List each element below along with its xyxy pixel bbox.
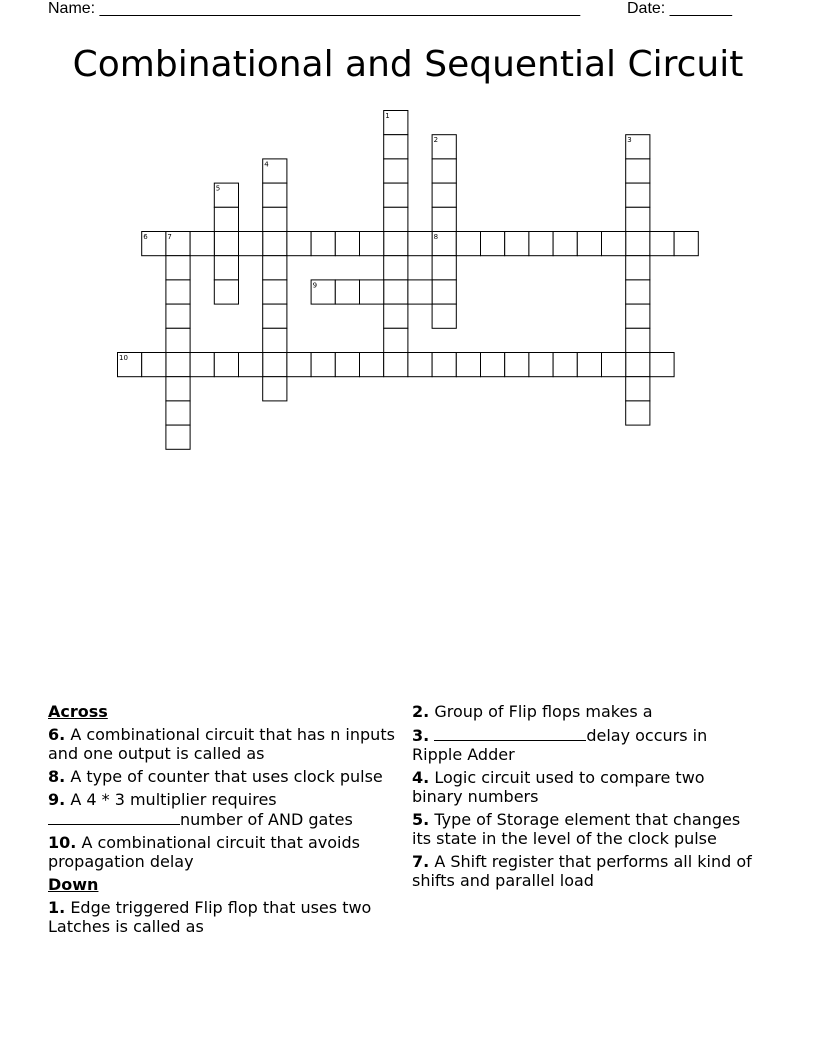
grid-cell[interactable] (650, 232, 674, 256)
grid-cell[interactable] (626, 377, 650, 401)
grid-cell[interactable] (166, 425, 190, 449)
grid-cell[interactable] (335, 353, 359, 377)
date-label: Date: (627, 0, 666, 17)
grid-cell[interactable] (239, 232, 263, 256)
grid-cell[interactable] (432, 183, 456, 207)
clues-left-column (48, 702, 398, 940)
clue-across-10 (48, 833, 398, 871)
grid-cell[interactable] (626, 328, 650, 352)
clue-number: 10. (48, 833, 77, 852)
clue-down-1 (48, 898, 398, 936)
name-label: Name: (48, 0, 96, 17)
answer-blank (48, 809, 180, 825)
clue-text: A 4 * 3 multiplier requires (70, 790, 277, 809)
grid-cell[interactable] (263, 232, 287, 256)
grid-cell[interactable] (602, 353, 626, 377)
grid-cell[interactable] (456, 353, 480, 377)
clue-number: 6. (48, 725, 66, 744)
grid-cell[interactable] (384, 232, 408, 256)
grid-cell[interactable] (481, 232, 505, 256)
clue-number-label: 8 (433, 233, 439, 241)
clue-number: 3. (412, 726, 430, 745)
grid-cell[interactable] (384, 304, 408, 328)
clue-number-label: 1 (385, 112, 390, 120)
clue-across-9 (48, 790, 398, 829)
grid-cell[interactable] (529, 232, 553, 256)
grid-cell[interactable] (263, 256, 287, 280)
grid-cell[interactable] (384, 353, 408, 377)
grid-cell[interactable] (335, 280, 359, 304)
grid-cell[interactable] (263, 207, 287, 231)
grid-cell[interactable] (626, 159, 650, 183)
grid-cell[interactable] (384, 280, 408, 304)
clue-text: delay occurs in Ripple Adder (412, 726, 708, 764)
grid-cell[interactable] (602, 232, 626, 256)
grid-cell[interactable] (432, 159, 456, 183)
clue-number-label: 7 (167, 233, 172, 241)
grid-cell[interactable] (263, 353, 287, 377)
grid-cell[interactable] (384, 159, 408, 183)
clue-across-6 (48, 725, 398, 763)
grid-cell[interactable] (553, 353, 577, 377)
grid-cell[interactable] (311, 232, 335, 256)
clue-number: 8. (48, 767, 66, 786)
clue-text: A type of counter that uses clock pulse (70, 767, 383, 786)
clue-number-label: 4 (264, 160, 269, 169)
grid-cell[interactable] (214, 280, 238, 304)
clue-number-label: 3 (627, 136, 632, 145)
clue-number: 2. (412, 702, 430, 721)
clue-text: Logic circuit used to compare two binary numbers (412, 768, 705, 806)
grid-cell[interactable] (166, 401, 190, 425)
grid-cell[interactable] (360, 353, 384, 377)
clue-down-3 (412, 725, 752, 764)
clue-number: 9. (48, 790, 66, 809)
grid-cell[interactable] (360, 232, 384, 256)
grid-cell[interactable] (142, 353, 166, 377)
grid-cell[interactable] (287, 232, 311, 256)
grid-cell[interactable] (287, 353, 311, 377)
grid-cell[interactable] (239, 353, 263, 377)
grid-cell[interactable] (214, 353, 238, 377)
grid-cell[interactable] (553, 232, 577, 256)
grid-cell[interactable] (166, 280, 190, 304)
grid-cell[interactable] (214, 207, 238, 231)
grid-cell[interactable] (456, 232, 480, 256)
grid-cell[interactable] (481, 353, 505, 377)
grid-cell[interactable] (360, 280, 384, 304)
clue-down-4 (412, 768, 752, 806)
clue-number-label: 6 (143, 233, 148, 241)
clue-text: Group of Flip flops makes a (434, 702, 653, 721)
crossword-grid (0, 0, 816, 470)
grid-cell[interactable] (190, 353, 214, 377)
grid-cell[interactable] (166, 353, 190, 377)
grid-cell[interactable] (432, 207, 456, 231)
clue-text: Type of Storage element that changes its state in the level of the clock pulse (412, 810, 741, 848)
date-blank[interactable]: _______ (669, 0, 732, 17)
clue-text: A Shift register that performs all kind of shifts and parallel load (412, 852, 752, 890)
down-heading: Down (48, 875, 99, 894)
grid-cell[interactable] (384, 183, 408, 207)
grid-cell[interactable] (432, 256, 456, 280)
grid-cell[interactable] (166, 328, 190, 352)
grid-cell[interactable] (311, 353, 335, 377)
grid-cell[interactable] (166, 377, 190, 401)
clue-across-8 (48, 767, 398, 786)
grid-cell[interactable] (214, 256, 238, 280)
clue-text: A combinational circuit that avoids propagation delay (48, 833, 360, 871)
clue-number: 7. (412, 852, 430, 871)
clues-right-column (412, 702, 752, 894)
clue-number: 5. (412, 810, 430, 829)
clue-text: Edge triggered Flip flop that uses two Latches is called as (48, 898, 372, 936)
clue-down-2 (412, 702, 752, 721)
grid-cell[interactable] (408, 280, 432, 304)
grid-cell[interactable] (626, 280, 650, 304)
grid-cell[interactable] (384, 135, 408, 159)
clue-number-label: 9 (312, 281, 318, 290)
clue-number: 4. (412, 768, 430, 787)
grid-cell[interactable] (577, 353, 601, 377)
grid-cell[interactable] (335, 232, 359, 256)
grid-cell[interactable] (626, 207, 650, 231)
clue-number-label: 10 (119, 354, 128, 362)
grid-cell[interactable] (214, 232, 238, 256)
grid-cell[interactable] (626, 401, 650, 425)
grid-cell[interactable] (408, 232, 432, 256)
grid-cell[interactable] (674, 232, 698, 256)
grid-cell[interactable] (263, 280, 287, 304)
clue-number-label: 2 (433, 136, 439, 145)
grid-cell[interactable] (529, 353, 553, 377)
clue-down-5 (412, 810, 752, 848)
grid-cell[interactable] (263, 304, 287, 328)
grid-cell[interactable] (263, 377, 287, 401)
grid-cell[interactable] (166, 256, 190, 280)
grid-cell[interactable] (626, 256, 650, 280)
grid-cell[interactable] (384, 207, 408, 231)
grid-cell[interactable] (384, 328, 408, 352)
answer-blank (434, 725, 586, 741)
clue-number-label: 5 (215, 184, 221, 193)
grid-cell[interactable] (577, 232, 601, 256)
page-title: Combinational and Sequential Circuit (72, 44, 744, 85)
grid-cell[interactable] (650, 353, 674, 377)
grid-cell[interactable] (432, 304, 456, 328)
clue-text: number of AND gates (180, 810, 353, 829)
grid-cell[interactable] (384, 256, 408, 280)
grid-cell[interactable] (408, 353, 432, 377)
grid-cell[interactable] (432, 280, 456, 304)
grid-cell[interactable] (626, 232, 650, 256)
grid-cell[interactable] (505, 232, 529, 256)
grid-cell[interactable] (190, 232, 214, 256)
grid-cell[interactable] (432, 353, 456, 377)
grid-cell[interactable] (505, 353, 529, 377)
name-blank[interactable]: ______________________________________________________ (99, 0, 581, 17)
grid-cell[interactable] (166, 304, 190, 328)
clue-text: A combinational circuit that has n inputs and one output is called as (48, 725, 395, 763)
grid-cell[interactable] (263, 328, 287, 352)
clue-down-7 (412, 852, 752, 890)
clue-number: 1. (48, 898, 66, 917)
grid-cell[interactable] (626, 183, 650, 207)
grid-cell[interactable] (263, 183, 287, 207)
grid-cell[interactable] (626, 304, 650, 328)
grid-cell[interactable] (626, 353, 650, 377)
across-heading: Across (48, 702, 108, 721)
